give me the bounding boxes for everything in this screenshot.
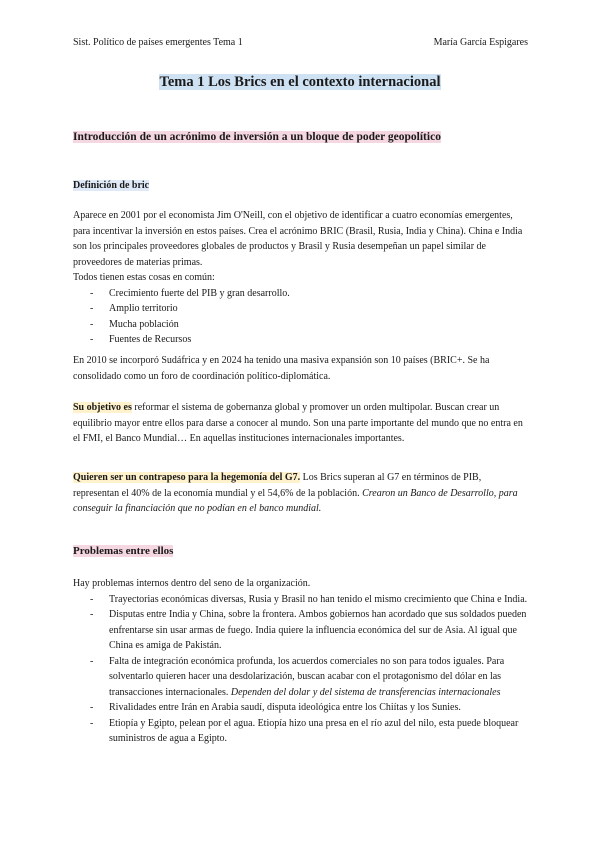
common-traits-list	[73, 286, 528, 348]
problems-intro: Hay problemas internos dentro del seno de la organización.	[73, 578, 311, 589]
common-traits-intro: Todos tienen estas cosas en común:	[73, 272, 215, 283]
list-item: - Crecimiento fuerte del PIB y gran desarrollo.	[73, 286, 528, 302]
objective-text: reformar el sistema de gobernanza global y promover un orden multipolar. Buscan crear un equilibrio mayor entre ellos para darse a conocer al mundo. Son una parte importante del mundo que no entra en el FMI, el Banco Mundial… En aquellas instituciones internacionales importantes.	[73, 402, 523, 444]
definition-block	[73, 208, 528, 348]
list-item	[73, 592, 528, 608]
problem-text: Rivalidades entre Irán en Arabia saudí, disputa ideológica entre los Chiítas y los Sunies.	[109, 702, 461, 713]
list-item: - Mucha población	[73, 317, 528, 333]
subheading-definition-text: Definición de bric	[73, 180, 150, 191]
problem-text: Falta de integración económica profunda, los acuerdos comerciales no son para todos iguales. Para solventarlo quieren hacer una desdolarización, buscan acabar con el protagonismo del dólar en las transacciones internacionales.	[109, 655, 505, 698]
list-item	[73, 607, 528, 654]
counterweight-paragraph	[73, 470, 528, 517]
section-heading-problems-text: Problemas entre ellos	[73, 545, 174, 557]
section-heading-problems	[73, 545, 173, 557]
problems-list	[73, 592, 528, 747]
list-item	[73, 654, 528, 701]
problem-text: Etiopía y Egipto, pelean por el agua. Etiopía hizo una presa en el río azul del nilo, esta puede bloquear suministros de agua a Egipto.	[109, 717, 519, 744]
problem-text: Disputas entre India y China, sobre la frontera. Ambos gobiernos han acordado que sus soldados pueden enfrentarse sin usar armas de fuego. India quiere la influencia económica del sur de Asia. Al igual que China es amiga de Pakistán.	[109, 609, 527, 651]
expansion-paragraph	[73, 353, 528, 384]
list-item: - Amplio territorio	[73, 301, 528, 317]
header-course: Sist. Político de países emergentes Tema 1	[73, 37, 243, 48]
title-block	[0, 73, 600, 91]
list-item	[73, 700, 528, 716]
page-header	[73, 37, 528, 48]
counterweight-italic: Crearon un Banco de Desarrollo, para conseguir la financiación que no podían en el banco mundial.	[73, 487, 518, 514]
expansion-text: En 2010 se incorporó Sudáfrica y en 2024 ha tenido una masiva expansión son 10 países (BRIC+. Se ha consolidado como un foro de coordinación político-diplomática.	[73, 355, 490, 382]
problem-italic-note: Dependen del dolar y del sistema de transferencias internacionales	[230, 686, 501, 698]
problems-block	[73, 576, 528, 747]
list-item	[73, 716, 528, 747]
header-author: María García Espigares	[433, 37, 528, 48]
section-heading-intro	[73, 131, 441, 143]
counterweight-text: Los Brics superan al G7 en términos de PIB, representan el 40% de la economía mundial y el 54,6% de la población.	[73, 472, 482, 499]
definition-paragraph: Aparece en 2001 por el economista Jim O'Neill, con el objetivo de identificar a cuatro economías emergentes, para incentivar la inversión en estos países. Crea el acrónimo BRIC (Brasil, Rusia, India y China). China e India son los principales proveedores globales de productos y Brasil y Rusia desempeñan un papel similar de proveedores de materias primas.	[73, 210, 523, 268]
list-item: - Fuentes de Recursos	[73, 332, 528, 348]
subheading-definition	[73, 180, 149, 191]
page-title: Tema 1 Los Brics en el contexto internacional	[159, 74, 441, 90]
problem-text: Trayectorias económicas diversas, Rusia y Brasil no han tenido el mismo crecimiento que China e India.	[109, 593, 528, 605]
counterweight-label: Quieren ser un contrapeso para la hegemonía del G7.	[73, 472, 301, 483]
section-heading-intro-text: Introducción de un acrónimo de inversión a un bloque de poder geopolítico	[73, 131, 441, 143]
objective-paragraph	[73, 400, 528, 447]
objective-label: Su objetivo es	[73, 402, 132, 413]
